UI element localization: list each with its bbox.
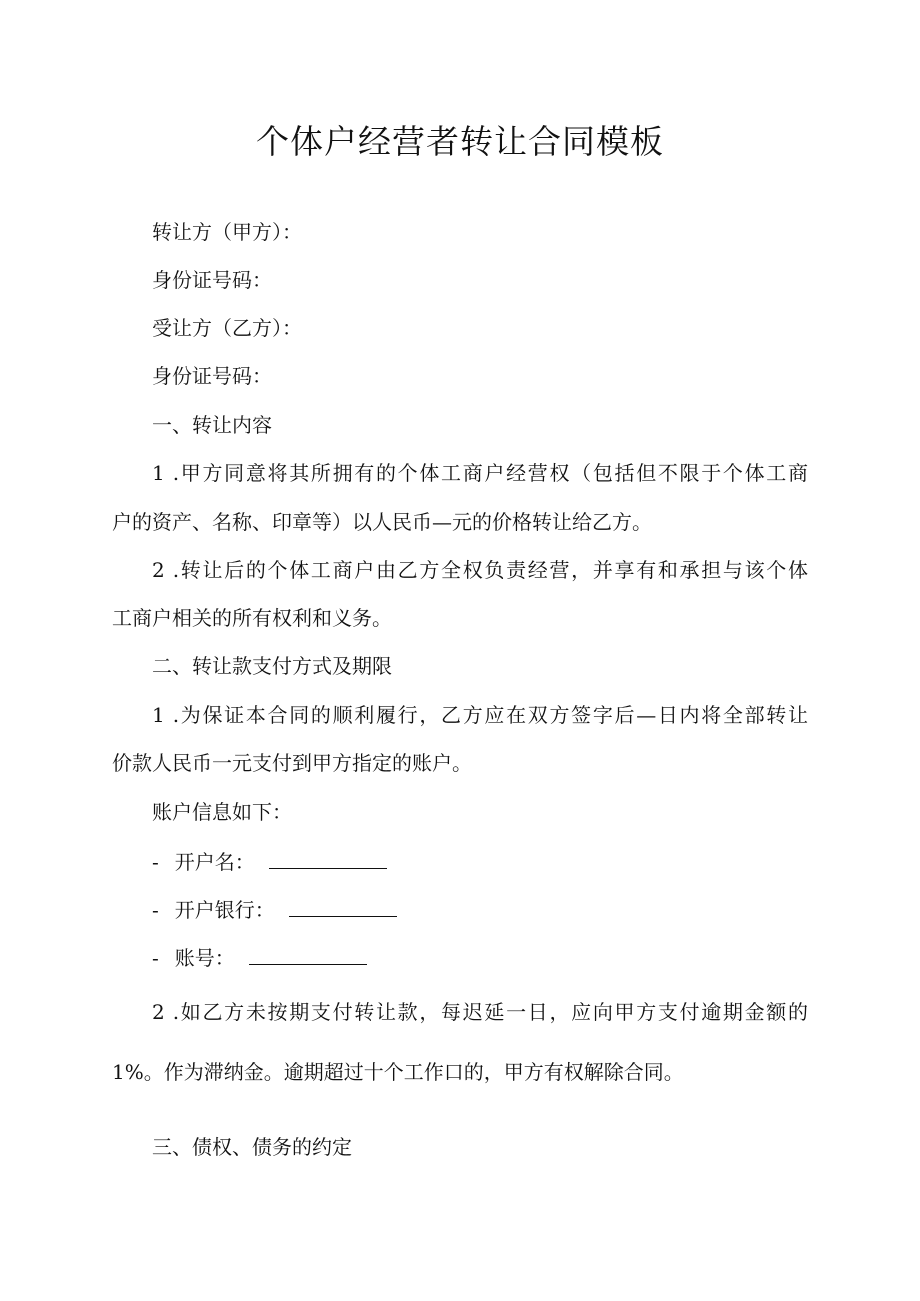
section2-item1-line1: 1 .为保证本合同的顺利履行，乙方应在双方签字后—日内将全部转让 (152, 703, 808, 727)
section2-item2-line1: 2 .如乙方未按期支付转让款，每迟延一日，应向甲方支付逾期金额的 (152, 1000, 808, 1024)
account-bank-label: 开户银行： (174, 898, 275, 922)
account-number-blank (249, 944, 367, 965)
account-bank-blank (289, 896, 397, 917)
list-dash: - (152, 850, 159, 874)
section2-item1-line2: 价款人民币一元支付到甲方指定的账户。 (112, 751, 472, 775)
account-number-label: 账号： (174, 946, 235, 970)
section3-heading: 三、债权、债务的约定 (152, 1135, 352, 1159)
section1-item2-line1: 2 .转让后的个体工商户由乙方全权负责经营，并享有和承担与该个体 (152, 558, 808, 582)
account-holder-label: 开户名： (174, 850, 255, 874)
section1-item2-line2: 工商户相关的所有权利和义务。 (112, 606, 392, 630)
account-field-holder (152, 848, 387, 874)
party-a-label: 转让方（甲方）： (152, 220, 302, 244)
party-a-id-label: 身份证号码： (152, 268, 272, 292)
document-title: 个体户经营者转让合同模板 (256, 122, 664, 161)
section2-item2-line2: 1%。作为滞纳金。逾期超过十个工作口的，甲方有权解除合同。 (112, 1060, 684, 1084)
account-field-bank (152, 896, 397, 922)
party-b-label: 受让方（乙方）： (152, 316, 302, 340)
list-dash: - (152, 898, 159, 922)
section1-item1-line2: 户的资产、名称、印章等）以人民币—元的价格转让给乙方。 (112, 510, 652, 534)
account-info-intro: 账户信息如下： (152, 800, 292, 824)
section1-heading: 一、转让内容 (152, 413, 272, 437)
account-field-number (152, 944, 367, 970)
account-holder-blank (269, 848, 387, 869)
section2-heading: 二、转让款支付方式及期限 (152, 654, 392, 678)
section1-item1-line1: 1 .甲方同意将其所拥有的个体工商户经营权（包括但不限于个体工商 (152, 461, 808, 485)
list-dash: - (152, 946, 159, 970)
party-b-id-label: 身份证号码： (152, 364, 272, 388)
